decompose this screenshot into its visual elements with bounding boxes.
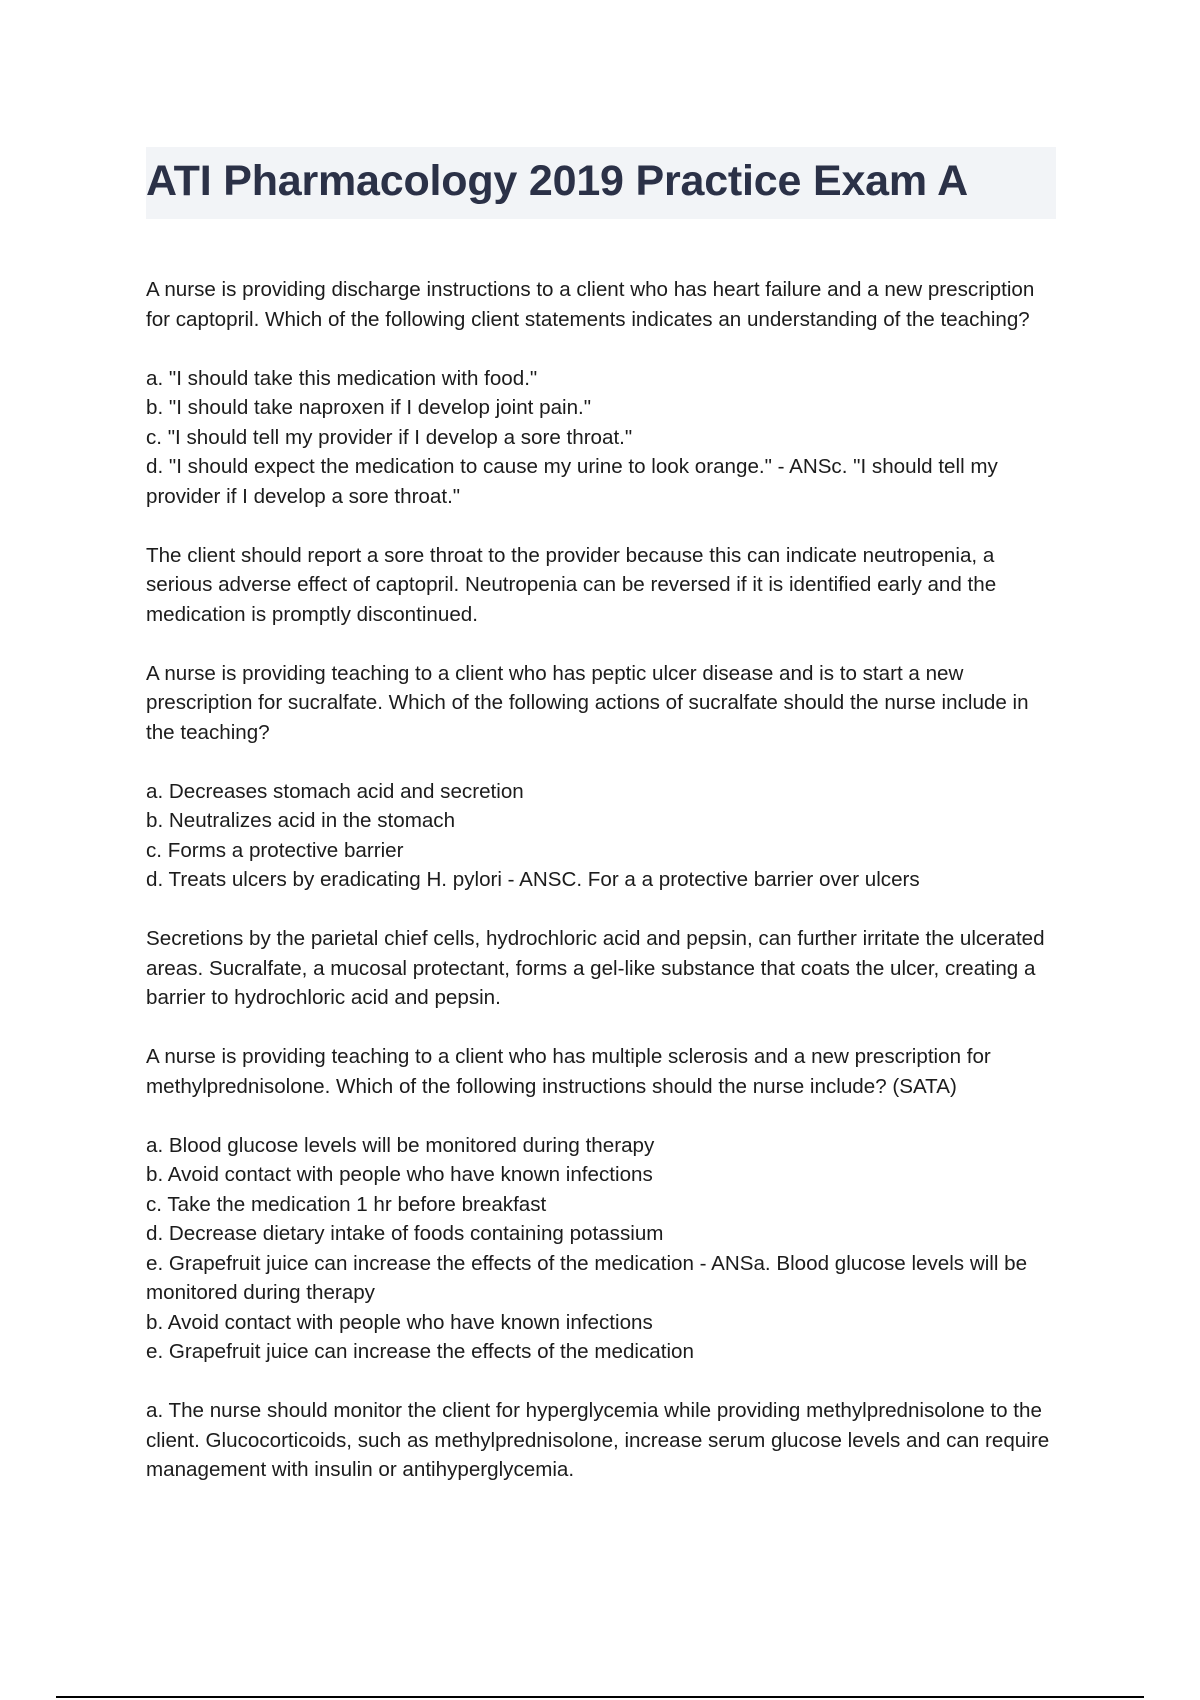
question-2-options [146,777,1056,895]
question-1-rationale: The client should report a sore throat to the provider because this can indicate neutropenia, a serious adverse effect of captopril. Neutropenia can be reversed if it is identified early and the medication is promptly discontinued. [146,543,997,626]
question-3-rationale: a. The nurse should monitor the client for hyperglycemia while providing methylprednisolone to the client. Glucocorticoids, such as methylprednisolone, increase serum glucose levels and can require management with insulin or antihyperglycemia. [146,1399,1050,1481]
document-title: ATI Pharmacology 2019 Practice Exam A [146,157,968,205]
question-3-answer-b: b. Avoid contact with people who have known infections [146,1310,653,1334]
question-1-option-b: b. "I should take naproxen if I develop joint pain." [146,396,592,419]
question-3-options [146,1131,1056,1367]
question-3-option-a: a. Blood glucose levels will be monitored during therapy [146,1133,655,1157]
footer-divider [56,1696,1144,1698]
question-2-option-d-answer: d. Treats ulcers by eradicating H. pylori - ANSC. For a a protective barrier over ulcers [146,868,920,891]
question-3-option-b: b. Avoid contact with people who have known infections [146,1163,653,1186]
question-3-option-c: c. Take the medication 1 hr before breakfast [146,1192,547,1216]
question-1-stem: A nurse is providing discharge instructions to a client who has heart failure and a new prescription for captopril. Which of the following client statements indicates an understanding of the teaching? [146,278,1035,331]
question-2-option-c: c. Forms a protective barrier [146,838,404,862]
question-3-answer-e: e. Grapefruit juice can increase the effects of the medication [146,1340,694,1363]
question-1-option-a: a. "I should take this medication with food." [146,366,538,390]
question-2-rationale: Secretions by the parietal chief cells, hydrochloric acid and pepsin, can further irritate the ulcerated areas. Sucralfate, a mucosal protectant, forms a gel-like substance that coats the ulcer, creating a barrier to hydrochloric acid and pepsin. [146,927,1045,1009]
question-3-stem: A nurse is providing teaching to a client who has multiple sclerosis and a new prescription for methylprednisolone. Which of the following instructions should the nurse include? (SATA) [146,1045,991,1098]
title-banner [146,147,1056,219]
document-page [146,147,1056,1514]
question-1-option-d-answer: d. "I should expect the medication to cause my urine to look orange." - ANSc. "I should tell my provider if I develop a sore throat." [146,455,998,508]
question-1-option-c: c. "I should tell my provider if I develop a sore throat." [146,425,633,449]
question-3-option-d: d. Decrease dietary intake of foods containing potassium [146,1222,664,1245]
question-2-option-b: b. Neutralizes acid in the stomach [146,809,456,832]
question-2-stem: A nurse is providing teaching to a client who has peptic ulcer disease and is to start a new prescription for sucralfate. Which of the following actions of sucralfate should the nurse include in the teaching? [146,661,1029,744]
question-3-option-e-answer: e. Grapefruit juice can increase the effects of the medication - ANSa. Blood glucose levels will be monitored during therapy [146,1251,1028,1304]
question-2-option-a: a. Decreases stomach acid and secretion [146,779,524,803]
question-1-options [146,364,1056,512]
